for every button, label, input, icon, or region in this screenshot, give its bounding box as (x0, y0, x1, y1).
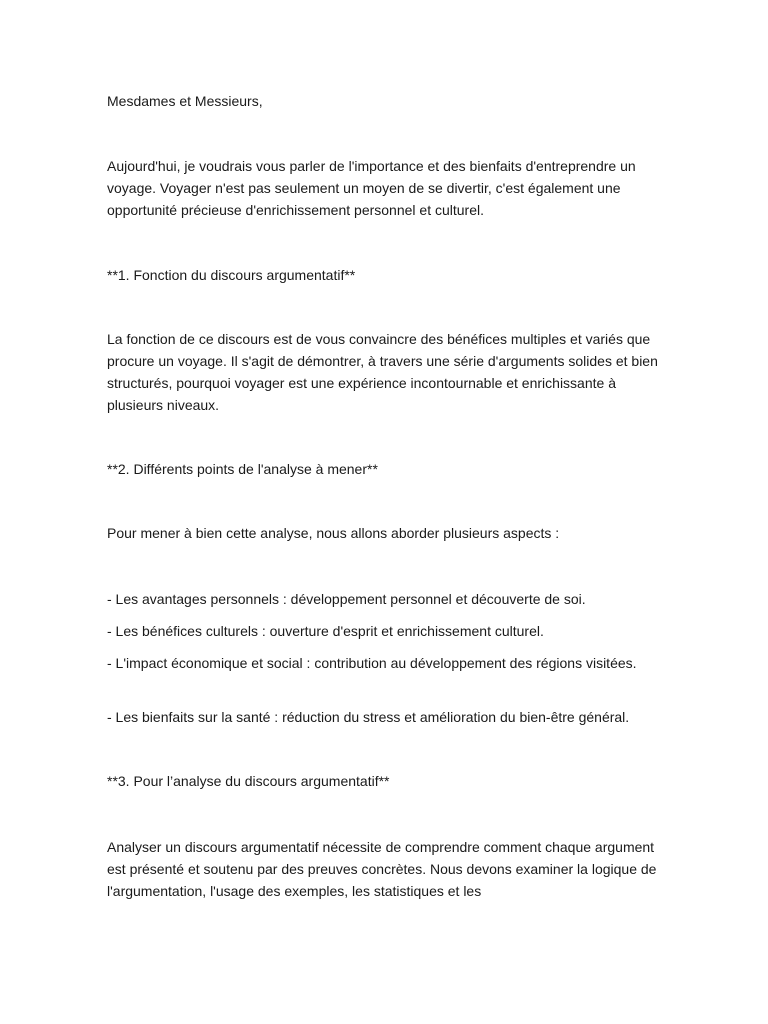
section-1-heading: **1. Fonction du discours argumentatif** (107, 267, 356, 283)
list-item: - Les bienfaits sur la santé : réduction du stress et amélioration du bien-être général. (107, 709, 630, 725)
list-item: - L'impact économique et social : contribution au développement des régions visitées. (107, 655, 637, 671)
list-item: - Les avantages personnels : développement personnel et découverte de soi. (107, 591, 586, 607)
section-2-heading: **2. Différents points de l'analyse à mener** (107, 461, 378, 477)
intro-paragraph: Aujourd'hui, je voudrais vous parler de l'importance et des bienfaits d'entreprendre un voyage. Voyager n'est pas seulement un moyen de se divertir, c'est également une opportunité précieuse d'enrichissement personnel et culturel. (107, 158, 636, 218)
salutation: Mesdames et Messieurs, (107, 93, 263, 109)
section-3-heading: **3. Pour l’analyse du discours argumentatif** (107, 773, 390, 789)
list-item: - Les bénéfices culturels : ouverture d'esprit et enrichissement culturel. (107, 623, 544, 639)
section-2-intro: Pour mener à bien cette analyse, nous allons aborder plusieurs aspects : (107, 525, 560, 541)
section-1-paragraph: La fonction de ce discours est de vous convaincre des bénéfices multiples et variés que procure un voyage. Il s'agit de démontrer, à travers une série d'arguments solides et bien structurés, pourquoi voyager est une expérience incontournable et enrichissante à plusieurs niveaux. (107, 331, 658, 413)
section-3-paragraph: Analyser un discours argumentatif nécessite de comprendre comment chaque argument est présenté et soutenu par des preuves concrètes. Nous devons examiner la logique de l'argumentation, l'usage des exemples, les statistiques et les (107, 839, 657, 899)
